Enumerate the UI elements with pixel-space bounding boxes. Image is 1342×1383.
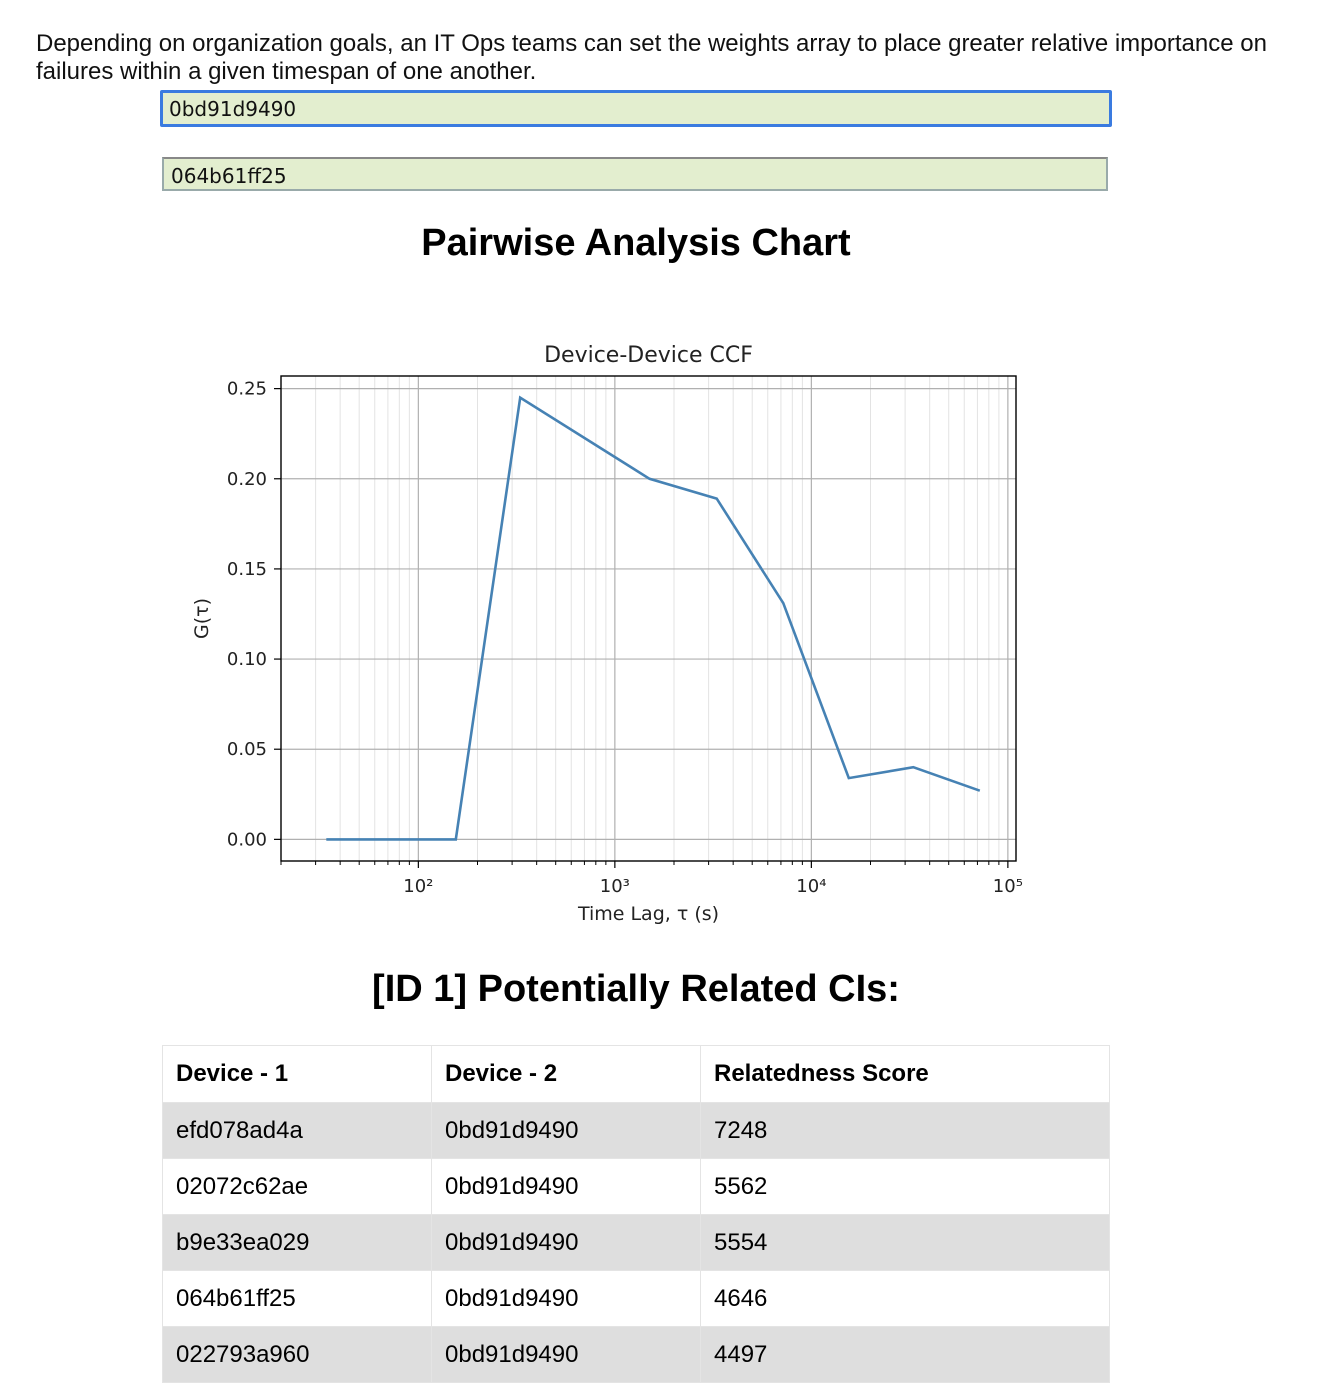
y-tick-label: 0.00	[226, 829, 267, 851]
cell-score: 4646	[701, 1271, 1110, 1327]
x-tick-label: 10⁵	[992, 876, 1023, 897]
table-row	[163, 1159, 1110, 1215]
cell-device-1: 064b61ff25	[163, 1271, 432, 1327]
plot-frame	[281, 376, 1016, 861]
intro-text: Depending on organization goals, an IT Ops teams can set the weights array to place greater relative importance on failures within a given timespan of one another.	[36, 30, 1267, 85]
header-device-2: Device - 2	[432, 1046, 701, 1103]
header-relatedness-score: Relatedness Score	[701, 1046, 1110, 1103]
ccf-series-line	[326, 398, 980, 840]
related-cis-table	[162, 1045, 1110, 1383]
cell-device-2: 0bd91d9490	[432, 1327, 701, 1383]
cell-device-1: efd078ad4a	[163, 1103, 432, 1159]
x-tick-label: 10²	[403, 876, 434, 897]
table-row	[163, 1215, 1110, 1271]
y-tick-label: 0.20	[226, 468, 267, 490]
table-row	[163, 1271, 1110, 1327]
chart-title: Device-Device CCF	[544, 343, 753, 368]
cell-score: 4497	[701, 1327, 1110, 1383]
y-tick-label: 0.15	[226, 558, 267, 580]
cell-score: 7248	[701, 1103, 1110, 1159]
y-tick-label: 0.10	[226, 649, 267, 671]
cell-device-2: 0bd91d9490	[432, 1159, 701, 1215]
x-axis-label: Time Lag, τ (s)	[577, 903, 720, 925]
x-tick-label: 10⁴	[796, 876, 827, 897]
cell-device-2: 0bd91d9490	[432, 1103, 701, 1159]
chart-heading: Pairwise Analysis Chart	[421, 222, 851, 264]
y-tick-label: 0.05	[226, 739, 267, 761]
cell-device-2: 0bd91d9490	[432, 1215, 701, 1271]
ccf-chart-svg	[160, 330, 1060, 940]
y-axis-label: G(τ)	[191, 598, 213, 639]
cell-device-1: b9e33ea029	[163, 1215, 432, 1271]
cell-device-2: 0bd91d9490	[432, 1271, 701, 1327]
cell-device-1: 02072c62ae	[163, 1159, 432, 1215]
header-device-1: Device - 1	[163, 1046, 432, 1103]
cell-score: 5554	[701, 1215, 1110, 1271]
y-tick-label: 0.25	[226, 378, 267, 400]
table-row	[163, 1103, 1110, 1159]
table-header-row	[163, 1046, 1110, 1103]
related-cis-heading: [ID 1] Potentially Related CIs:	[372, 968, 900, 1010]
table-row	[163, 1327, 1110, 1383]
device-1-input[interactable]: 0bd91d9490	[160, 90, 1112, 127]
cell-score: 5562	[701, 1159, 1110, 1215]
cell-device-1: 022793a960	[163, 1327, 432, 1383]
ccf-chart	[160, 330, 1060, 940]
device-2-input[interactable]: 064b61ff25	[162, 157, 1108, 191]
x-tick-label: 10³	[599, 876, 630, 897]
